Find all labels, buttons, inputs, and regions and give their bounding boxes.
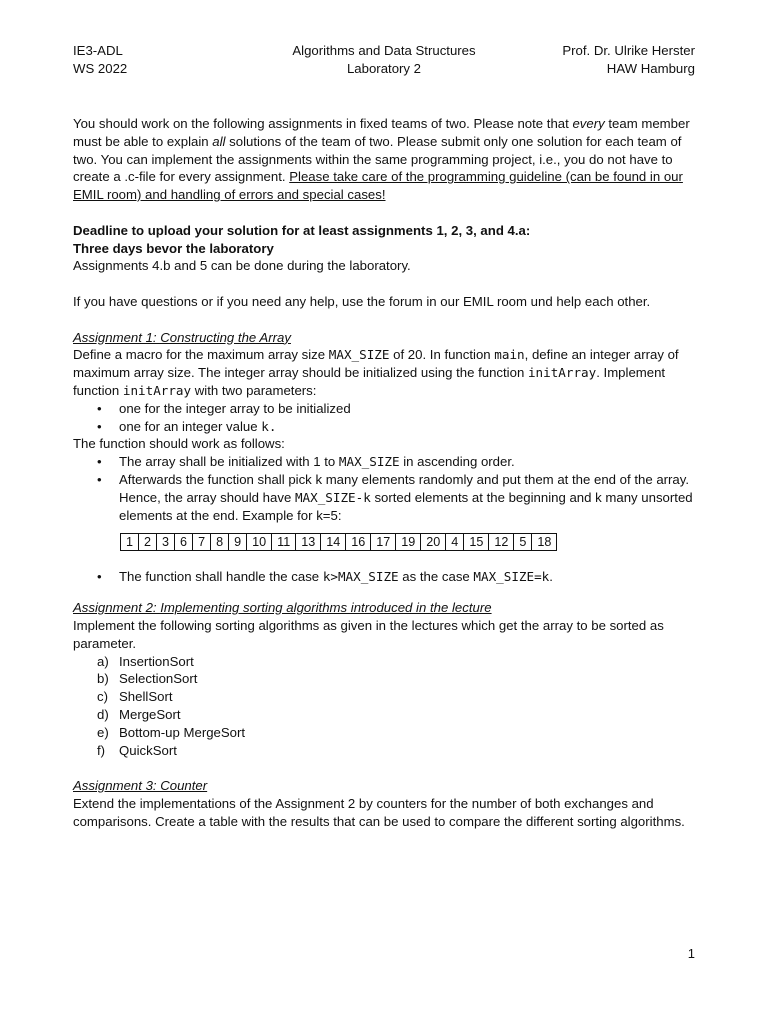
deadline-note: Assignments 4.b and 5 can be done during the laboratory. — [73, 258, 411, 274]
array-cell: 3 — [157, 534, 175, 551]
assignment-3-text: Extend the implementations of the Assignment 2 by counters for the number of both exchanges and comparisons. Create a table with the results that can be used to compare the different sorting algorithms. — [73, 795, 685, 829]
page-number: 1 — [687, 946, 695, 961]
deadline-line: Deadline to upload your solution for at least assignments 1, 2, 3, and 4.a: — [73, 222, 531, 238]
help-paragraph: If you have questions or if you need any help, use the forum in our EMIL room und help each other. — [73, 293, 651, 309]
array-cell: 1 — [121, 534, 139, 551]
professor-name: Prof. Dr. Ulrike Herster — [562, 43, 695, 58]
array-cell: 15 — [464, 534, 489, 551]
array-cell: 14 — [321, 534, 346, 551]
array-cell: 5 — [514, 534, 532, 551]
course-code: IE3-ADL — [73, 43, 123, 58]
array-cell: 12 — [489, 534, 514, 551]
list-item: • Afterwards the function shall pick k many elements randomly and put them at the end of the array. Hence, the array should have MAX_SIZE-k sorted elements at the beginning and k many unsorted elements at the end. Example for k=5: — [73, 471, 695, 524]
list-item: f) QuickSort — [97, 742, 177, 758]
array-cell: 4 — [446, 534, 464, 551]
assignment-2-heading: Assignment 2: Implementing sorting algorithms introduced in the lecture — [73, 600, 492, 616]
list-item: e) Bottom-up MergeSort — [97, 724, 246, 740]
array-cell: 13 — [296, 534, 321, 551]
course-title: Algorithms and Data Structures — [292, 43, 476, 58]
list-item: • The array shall be initialized with 1 to MAX_SIZE in ascending order. — [73, 453, 695, 471]
list-item: a) InsertionSort — [97, 653, 194, 669]
assignment-1-text: Define a macro for the maximum array size MAX_SIZE of 20. In function main, define an integer array of maximum array size. The integer array should be initialized using the function initArray. Implement function initArray with two parameters: — [73, 347, 679, 398]
array-cell: 16 — [346, 534, 371, 551]
array-cell: 8 — [211, 534, 229, 551]
list-item: c) ShellSort — [97, 689, 173, 705]
list-item: • one for an integer value k. — [73, 418, 695, 436]
array-cell: 2 — [139, 534, 157, 551]
array-cell: 11 — [272, 534, 296, 551]
assignment-1-heading: Assignment 1: Constructing the Array — [73, 329, 291, 345]
list-item: d) MergeSort — [97, 706, 181, 722]
example-array-table — [120, 533, 557, 551]
page-header — [73, 42, 695, 78]
array-cell: 19 — [396, 534, 421, 551]
behaviour-list — [73, 453, 695, 524]
array-cell: 18 — [532, 534, 557, 551]
deadline-date: Three days bevor the laboratory — [73, 240, 274, 256]
special-case-list — [73, 568, 695, 586]
intro-paragraph: You should work on the following assignments in fixed teams of two. Please note that every team member must be able to explain all solutions of the team of two. Please submit only one solution for each team of two. You can implement the assignments within the same programming project, i.e., you do not have to create a .c-file for every assignment. Please take care of the programming guideline (can be found in our EMIL room) and handling of errors and special cases! — [73, 116, 690, 203]
university: HAW Hamburg — [606, 61, 695, 76]
semester: WS 2022 — [73, 61, 128, 76]
array-cell: 10 — [247, 534, 272, 551]
array-cell: 17 — [371, 534, 396, 551]
array-cell: 20 — [421, 534, 446, 551]
list-item: • one for the integer array to be initialized — [73, 400, 695, 418]
list-item: • The function shall handle the case k>MAX_SIZE as the case MAX_SIZE=k. — [73, 568, 695, 586]
array-cell: 9 — [229, 534, 247, 551]
list-item: b) SelectionSort — [97, 671, 198, 687]
parameter-list — [73, 400, 695, 436]
table-row — [121, 534, 557, 551]
array-cell: 7 — [193, 534, 211, 551]
array-cell: 6 — [175, 534, 193, 551]
assignment-3-heading: Assignment 3: Counter — [73, 778, 208, 794]
assignment-2-text: Implement the following sorting algorithms as given in the lectures which get the array to be sorted as parameter. — [73, 617, 664, 651]
algorithm-list — [73, 653, 695, 760]
works-text: The function should work as follows: — [73, 436, 285, 452]
document-body — [73, 115, 695, 830]
lab-title: Laboratory 2 — [346, 61, 422, 76]
